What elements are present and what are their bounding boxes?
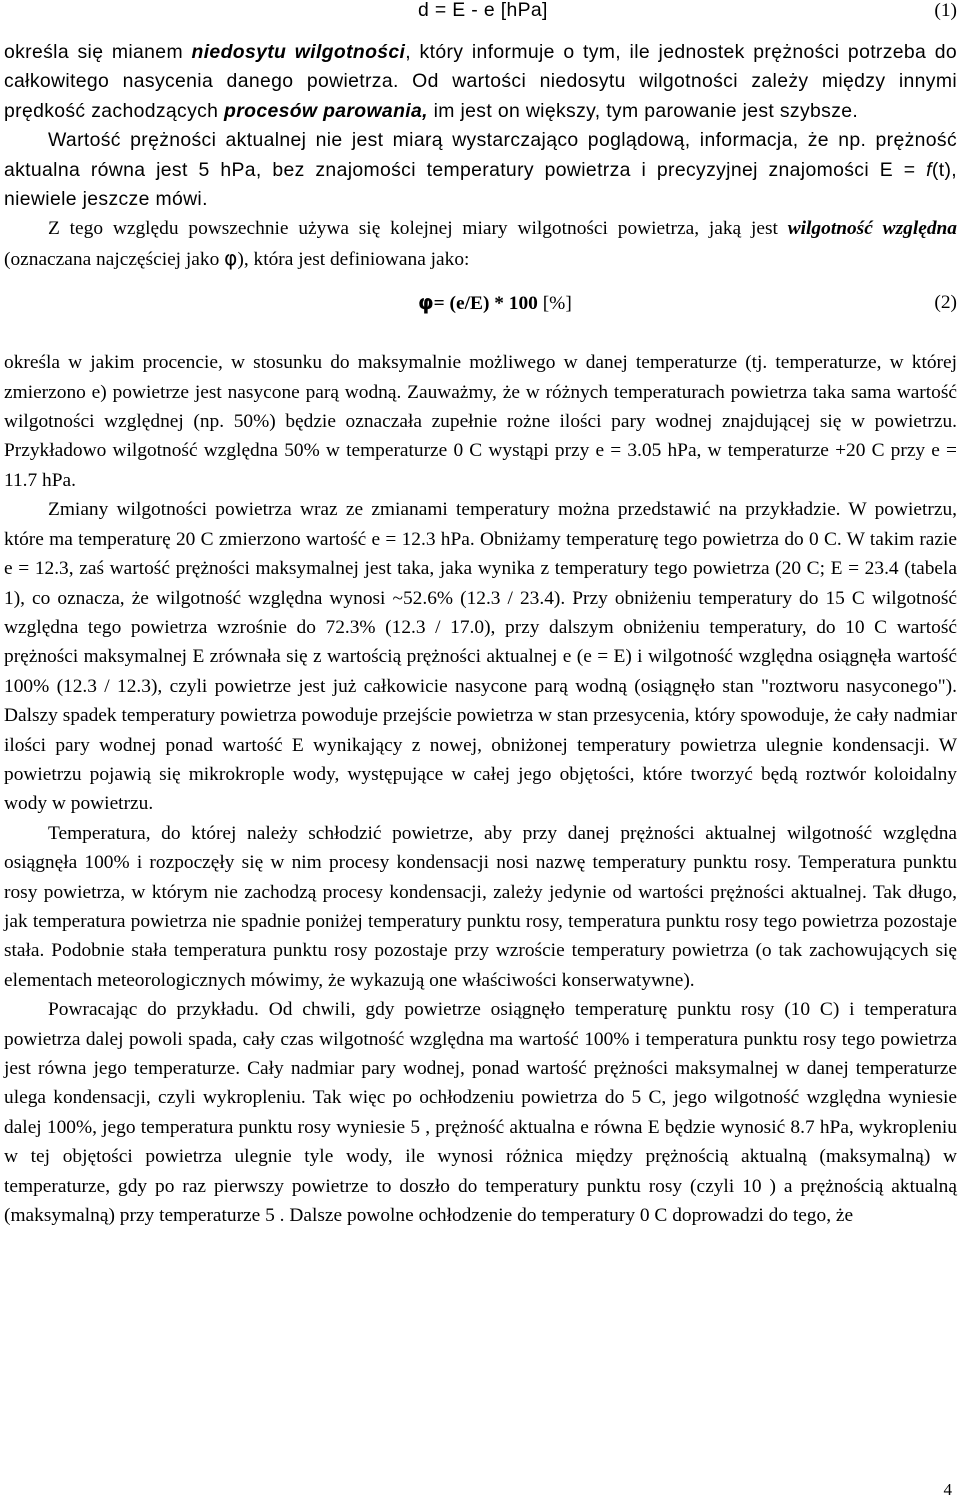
paragraph-preznosc — [4, 126, 957, 214]
p2-function-f: f — [926, 158, 932, 181]
paragraph-zmiany-wilgotnosci: Zmiany wilgotności powietrza wraz ze zmianami temperatury można przedstawić na przykładzie. W powietrzu, które ma temperaturę 20 C zmierzono wartość e = 12.3 hPa. Obniżamy temperaturę tego powietrza do 0 C. W takim razie e = 12.3, zaś wartość prężności maksymalnej jest taka, jaka wynika z temperatury tego powietrza (20 C; E = 23.4 (tabela 1), co oznacza, że wilgotność względna wynosi ~52.6% (12.3 / 23.4). Przy obniżeniu temperatury do 15 C wilgotność względna tego powietrza wzrośnie do 72.3% (12.3 / 17.0), przy dalszym obniżeniu temperatury, do 10 C wartość prężności maksymalnej E zrównała się z wartością prężności aktualnej e (e = E) i wilgotność względna osiągnęła wartość 100% (12.3 / 12.3), czyli powietrze jest już całkowicie nasycone parą wodną (osiągnęło stan "roztworu nasyconego"). Dalszy spadek temperatury powietrza powoduje przejście powietrza w stan przesycenia, który spowoduje, że cały nadmiar ilości pary wodnej ponad wartość E wynikający z nowej, obniżonej temperatury powietrza ulegnie kondensacji. W powietrzu pojawią się mikrokrople wody, występujące w całej jego objętości, które tworzyć będą roztwór koloidalny wody w powietrzu. — [4, 499, 957, 815]
equation-2-unit: [%] — [537, 293, 572, 315]
term-procesy-parowania: procesów parowania, — [224, 99, 428, 122]
equation-1 — [4, 0, 957, 26]
document-page — [4, 0, 957, 1230]
equation-2-number: (2) — [934, 292, 957, 314]
p2-text-a: Wartość prężności aktualnej nie jest miarą wystarczająco poglądową, informacja, że np. prężność aktualna równa jest 5 hPa, bez znajomości temperatury powietrza i precyzyjnej znajomości E = — [4, 129, 957, 181]
p3-text-c: ), która jest definiowana jako: — [237, 248, 470, 270]
paragraph-punkt-rosy: Temperatura, do której należy schłodzić powietrze, aby przy danej prężności aktualnej wilgotność względna osiągnęła 100% i rozpoczęły się w nim procesy kondensacji nosi nazwę temperatury punktu rosy. Temperatura punktu rosy powietrza, w którym nie zachodzą procesy kondensacji, zależy jedynie od wartości prężności aktualnej. Tak długo, jak temperatura powietrza nie spadnie poniżej temperatury punktu rosy, temperatura punktu rosy tego powietrza pozostaje stała. Podobnie stała temperatura punktu rosy pozostaje przy wzroście temperatury powietrza (o tak zachowujących się elementach meteorologicznych mówimy, że wykazują one właściwości konserwatywne). — [4, 822, 957, 991]
p1-text-b: , który informuje o tym, ile jednostek prężności potrzeba do całkowitego nasycenia danego powietrza. Od wartości niedosytu wilgotności zależy między innymi prędkość zachodzących — [4, 41, 958, 122]
phi-symbol: φ — [224, 245, 238, 270]
p3-text-a: Z tego względu powszechnie używa się kolejnej miary wilgotności powietrza, jaką jest — [48, 218, 788, 240]
paragraph-powracajac: Powracając do przykładu. Od chwili, gdy powietrze osiągnęło temperaturę punktu rosy (10 C) i temperatura powietrza dalej powoli spada, cały czas wilgotność względna ma wartość 100% i temperatura punktu rosy tego powietrza jest równa jego temperaturze. Cały nadmiar pary wodnej, ponad wartość prężności maksymalnej w danej temperaturze ulega kondensacji, czyli wykropleniu. Tak więc po ochłodzeniu powietrza do 5 C, jego wilgotność względna wyniesie dalej 100%, jego temperatura punktu rosy wyniesie 5 , prężność aktualna e równa E będzie wynosić 8.7 hPa, wykropleniu w tej objętości powietrza ulegnie tyle wody, ile wynosi różnica między prężnością aktualną (maksymalną) w temperaturze, gdy po raz pierwszy powietrze to doszło do temperatury punktu rosy (czyli 10 ) a prężnością aktualną (maksymalną) przy temperaturze 5 . Dalsze powolne ochłodzenie do temperatury 0 C doprowadzi do tego, że — [4, 999, 957, 1227]
equation-1-number: (1) — [934, 0, 957, 21]
p3-text-b: (oznaczana najczęściej jako — [4, 248, 225, 270]
equation-2-formula — [418, 288, 572, 318]
equation-2-phi: φ — [418, 290, 434, 315]
p1-text-c: im jest on większy, tym parowanie jest szybsze. — [427, 99, 859, 122]
p1-text-a: określa się mianem — [4, 41, 192, 63]
p2-text-b: (t), niewiele jeszcze mówi. — [4, 158, 957, 211]
term-niedosyt: niedosytu wilgotności — [191, 41, 406, 63]
term-wilgotnosc-wzgledna: wilgotność względna — [787, 218, 957, 240]
page-number: 4 — [943, 1480, 952, 1499]
equation-2-expression: = (e/E) * 100 — [433, 293, 538, 315]
equation-1-formula: d = E - e [hPa] — [418, 0, 548, 21]
paragraph-niedosyt — [4, 38, 957, 126]
paragraph-wilgotnosc-wzgledna — [4, 214, 957, 274]
paragraph-okresla: określa w jakim procencie, w stosunku do maksymalnie możliwego w danej temperaturze (tj. temperaturze, w której zmierzono e) powietrze jest nasycone parą wodną. Zauważmy, że w różnych temperaturach powietrza taka sama wartość wilgotności względnej (np. 50%) będzie oznaczała zupełnie rożne ilości pary wodnej znajdującej się w powietrzu. Przykładowo wilgotność względna 50% w temperaturze 0 C wystąpi przy e = 3.05 hPa, w temperaturze +20 C przy e = 11.7 hPa. — [4, 352, 957, 491]
equation-2 — [4, 288, 957, 348]
